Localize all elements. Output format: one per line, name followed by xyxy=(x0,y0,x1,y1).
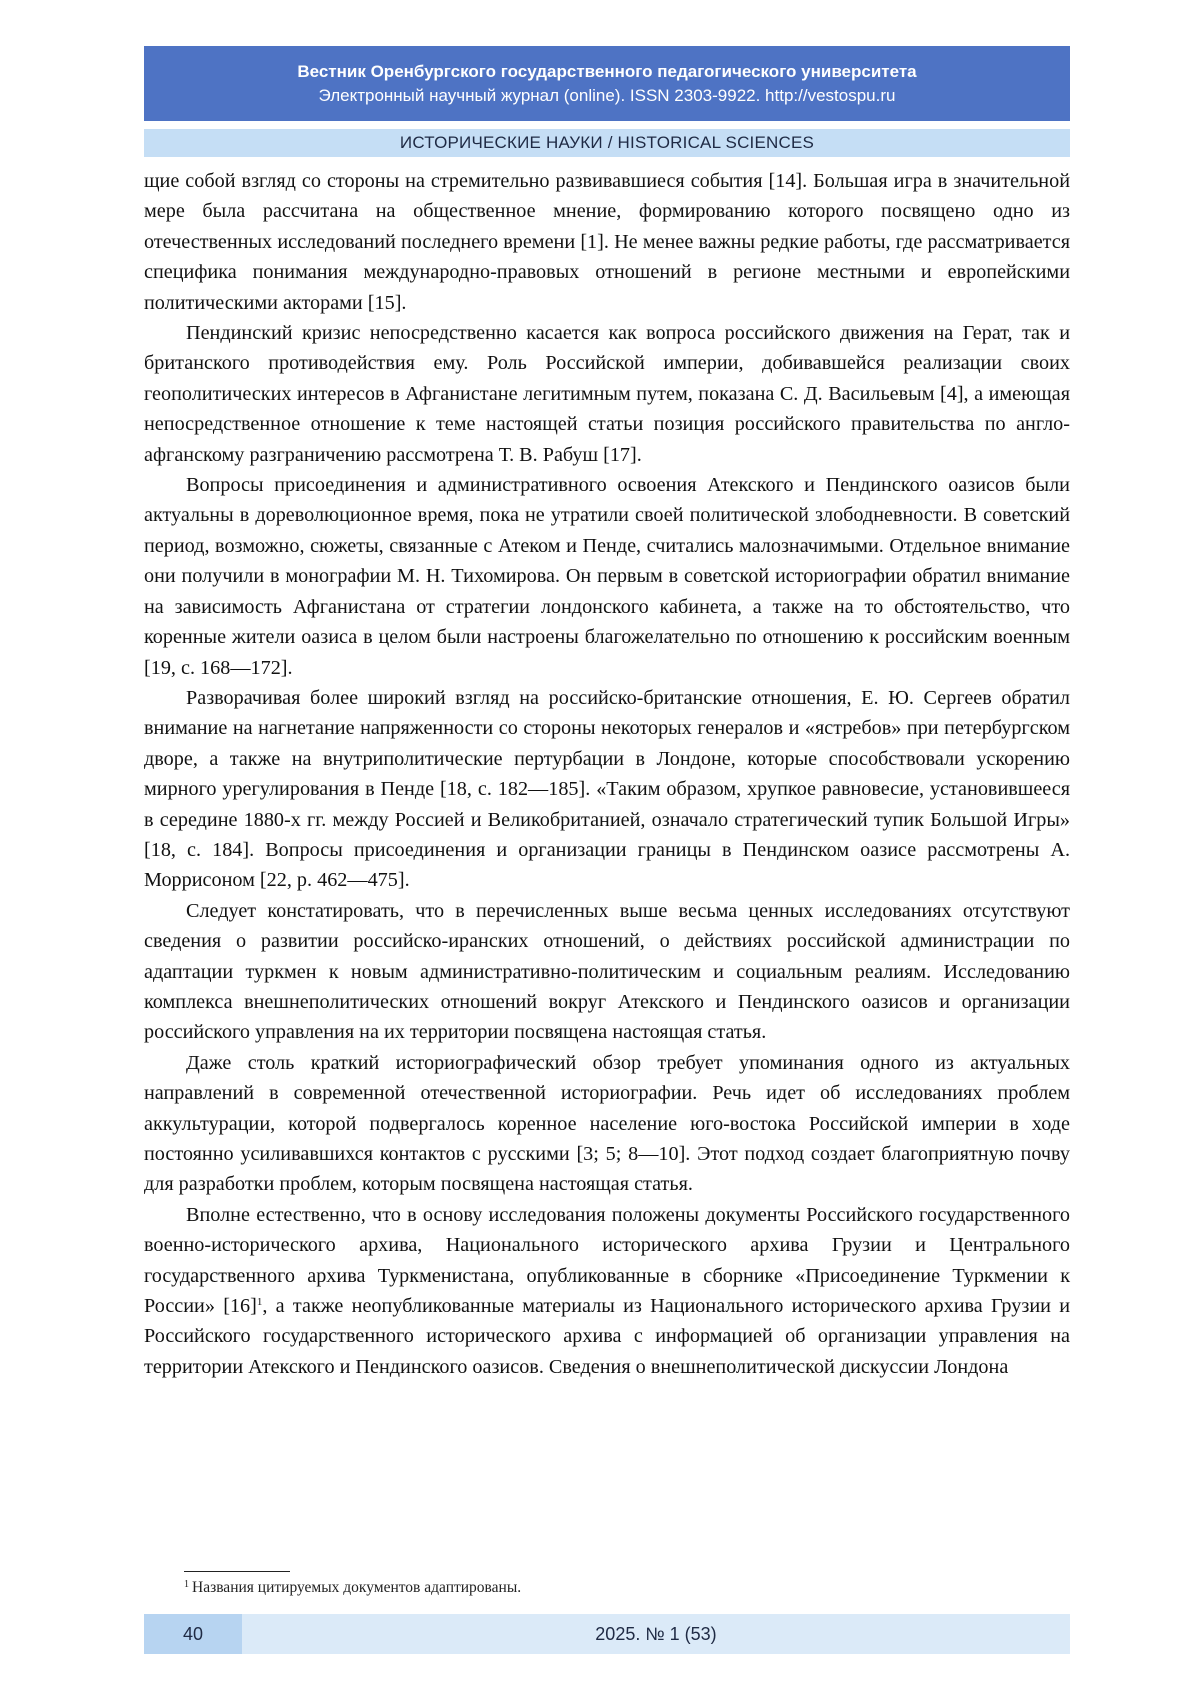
footnote-marker: 1 xyxy=(184,1579,189,1590)
paragraph: Пендинский кризис непосредственно касается как вопроса российского движения на Герат, так и британского противодействия ему. Роль Российской империи, добивавшейся реализации своих геополитических интересов в Афганистане легитимным путем, показана С. Д. Васильевым [4], а имеющая непосредственное отношение к теме настоящей статьи позиция российского правительства по англо-афганскому разграничению рассмотрена Т. В. Рабуш [17]. xyxy=(144,322,1070,466)
footnote xyxy=(184,1578,1064,1598)
paragraph: Вопросы присоединения и административного освоения Атекского и Пендинского оазисов были актуальны в дореволюционное время, пока не утратили своей политической злободневности. В советский период, возможно, сюжеты, связанные с Атеком и Пенде, считались малозначимыми. Отдельное внимание они получили в монографии М. Н. Тихомирова. Он первым в советской историографии обратил внимание на зависимость Афганистана от стратегии лондонского кабинета, а также на то обстоятельство, что коренные жители оазиса в целом были настроены благожелательно по отношению к российским военным [19, с. 168—172]. xyxy=(144,474,1070,679)
footnote-text: Названия цитируемых документов адаптированы. xyxy=(192,1579,522,1596)
paragraph-text: Вполне естественно, что в основу исследования положены документы Российского государственного военно-исторического архива, Национального исторического архива Грузии и Центрального государственного архива Туркменистана, опубликованные в сборнике «Присоединение Туркмении к России» [16] xyxy=(144,1203,1070,1318)
paragraph: Даже столь краткий историографический обзор требует упоминания одного из актуальных направлений в современной отечественной историографии. Речь идет об исследованиях проблем аккультурации, которой подвергалось коренное население юго-востока Российской империи в ходе постоянно усиливавшихся контактов с русскими [3; 5; 8—10]. Этот подход создает благоприятную почву для разработки проблем, которым посвящена настоящая статья. xyxy=(144,1051,1070,1196)
journal-header xyxy=(144,46,1070,121)
paragraph-text: , а также неопубликованные материалы из Национального исторического архива Грузии и Российского государственного исторического архива с информацией об организации управления на территории Атекского и Пендинского оазисов. Сведения о внешнеполитической дискуссии Лондона xyxy=(144,1295,1071,1378)
paragraph: щие собой взгляд со стороны на стремительно развивавшиеся события [14]. Большая игра в значительной мере была рассчитана на общественное мнение, формированию которого посвящено одно из отечественных исследований последнего времени [1]. Не менее важны редкие работы, где рассматривается специфика понимания международно-правовых отношений в регионе местными и европейскими политическими акторами [15]. xyxy=(144,170,1070,314)
page-footer xyxy=(144,1614,1070,1654)
page-number: 40 xyxy=(144,1614,242,1654)
issue-label: 2025. № 1 (53) xyxy=(595,1624,717,1644)
footnote-reference[interactable]: 1 xyxy=(256,1296,263,1309)
journal-subtitle: Электронный научный журнал (online). ISSN 2303-9922. http://vestospu.ru xyxy=(318,86,896,105)
paragraph: Разворачивая более широкий взгляд на российско-британские отношения, Е. Ю. Сергеев обратил внимание на нагнетание напряженности со стороны некоторых генералов и «ястребов» при петербургском дворе, а также на внутриполитические пертурбации в Лондоне, которые способствовали ускорению мирного урегулирования в Пенде [18, с. 182—185]. «Таким образом, хрупкое равновесие, установившееся в середине 1880-х гг. между Россией и Великобританией, означало стратегический тупик Большой Игры» [18, с. 184]. Вопросы присоединения и организации границы в Пендинском оазисе рассмотрены А. Моррисоном [22, p. 462—475]. xyxy=(144,686,1070,892)
journal-title: Вестник Оренбургского государственного педагогического университета xyxy=(297,62,917,81)
paragraph xyxy=(144,1200,1070,1382)
footnote-divider xyxy=(184,1571,290,1572)
article-body xyxy=(144,166,1070,1382)
section-heading: ИСТОРИЧЕСКИЕ НАУКИ / HISTORICAL SCIENCES xyxy=(144,129,1070,157)
paragraph: Следует констатировать, что в перечисленных выше весьма ценных исследованиях отсутствуют сведения о развитии российско-иранских отношений, о действиях российской администрации по адаптации туркмен к новым административно-политическим и социальным реалиям. Исследованию комплекса внешнеполитических отношений вокруг Атекского и Пендинского оазисов и организации российского управления на их территории посвящена настоящая статья. xyxy=(144,899,1070,1044)
